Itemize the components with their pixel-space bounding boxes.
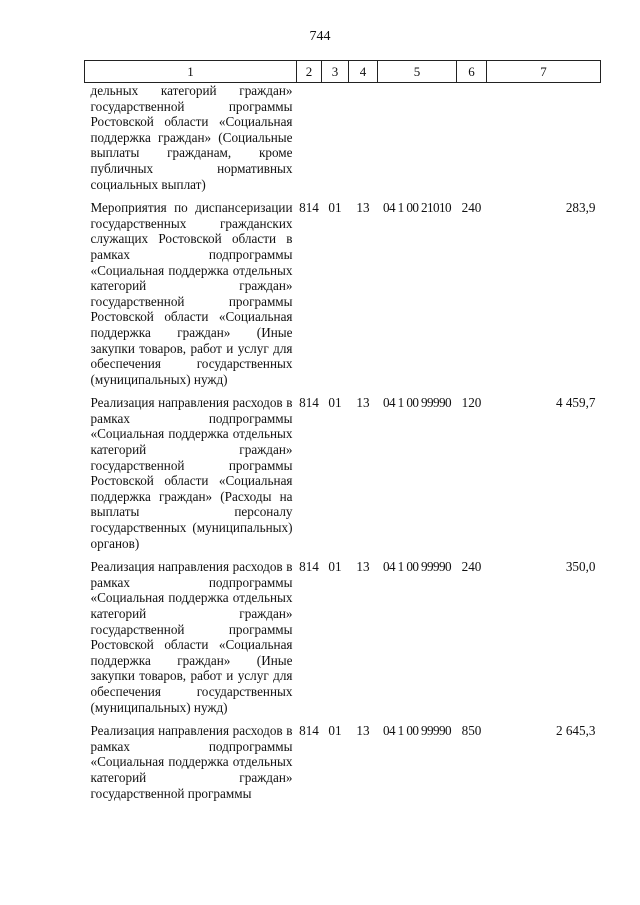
row-target-article: 04 1 00 99990 <box>382 559 452 575</box>
column-number-header <box>85 61 601 83</box>
row-subsection-code: 13 <box>356 559 370 575</box>
column-header-2: 2 <box>297 61 322 83</box>
row-section-code: 01 <box>328 395 342 411</box>
row-subsection-code: 13 <box>356 395 370 411</box>
row-section-code: 01 <box>328 559 342 575</box>
row-amount: 2 645,3 <box>555 723 596 739</box>
row-description: Мероприятия по диспансеризации государственных гражданских служащих Ростовской области в рамках подпрограммы «Социальная поддержка отдельных категорий граждан» государственной программы Ростовской области «Социальная поддержка граждан» (Иные закупки товаров, работ и услуг для обеспечения государственных (муниципальных) нужд) <box>90 200 293 387</box>
column-header-1: 1 <box>85 61 297 83</box>
row-subsection-code: 13 <box>356 200 370 216</box>
row-ministry-code: 814 <box>299 723 319 739</box>
row-target-article: 04 1 00 99990 <box>382 395 452 411</box>
row-amount: 4 459,7 <box>555 395 596 411</box>
column-header-5: 5 <box>378 61 457 83</box>
table-row <box>85 83 601 201</box>
row-target-article: 04 1 00 99990 <box>382 723 452 739</box>
page-number: 744 <box>309 29 331 44</box>
row-target-article: 04 1 00 21010 <box>382 200 452 216</box>
row-description: Реализация направления расходов в рамках подпрограммы «Социальная поддержка отдельных категорий граждан» государственной программы Ростовской области «Социальная поддержка граждан» (Расходы на выплаты персоналу государственных (муниципальных) органов) <box>90 395 293 551</box>
row-description: дельных категорий граждан» государственной программы Ростовской области «Социальная поддержка граждан» (Социальные выплаты гражданам, кроме публичных нормативных социальных выплат) <box>90 83 293 192</box>
row-description: Реализация направления расходов в рамках подпрограммы «Социальная поддержка отдельных категорий граждан» государственной программы <box>90 723 293 801</box>
row-target-article <box>378 83 457 201</box>
table-row <box>85 200 601 395</box>
row-expense-type <box>457 83 487 201</box>
row-subsection-code <box>349 83 378 201</box>
row-subsection-code: 13 <box>356 723 370 739</box>
column-header-3: 3 <box>322 61 349 83</box>
row-ministry-code: 814 <box>299 559 319 575</box>
column-header-7: 7 <box>487 61 601 83</box>
row-amount: 283,9 <box>565 200 596 216</box>
row-expense-type: 120 <box>461 395 482 411</box>
row-ministry-code: 814 <box>299 395 319 411</box>
table-row <box>85 395 601 559</box>
row-amount: 350,0 <box>565 559 596 575</box>
row-section-code: 01 <box>328 723 342 739</box>
row-amount <box>487 83 601 201</box>
row-section-code <box>322 83 349 201</box>
row-expense-type: 240 <box>461 200 482 216</box>
row-expense-type: 240 <box>461 559 482 575</box>
column-header-4: 4 <box>349 61 378 83</box>
row-ministry-code: 814 <box>299 200 319 216</box>
column-header-6: 6 <box>457 61 487 83</box>
row-ministry-code <box>297 83 322 201</box>
row-description: Реализация направления расходов в рамках подпрограммы «Социальная поддержка отдельных категорий граждан» государственной программы Ростовской области «Социальная поддержка граждан» (Иные закупки товаров, работ и услуг для обеспечения государственных (муниципальных) нужд) <box>90 559 293 715</box>
table-row <box>85 723 601 801</box>
table-row <box>85 559 601 723</box>
row-expense-type: 850 <box>461 723 482 739</box>
budget-table <box>84 60 601 801</box>
row-section-code: 01 <box>328 200 342 216</box>
